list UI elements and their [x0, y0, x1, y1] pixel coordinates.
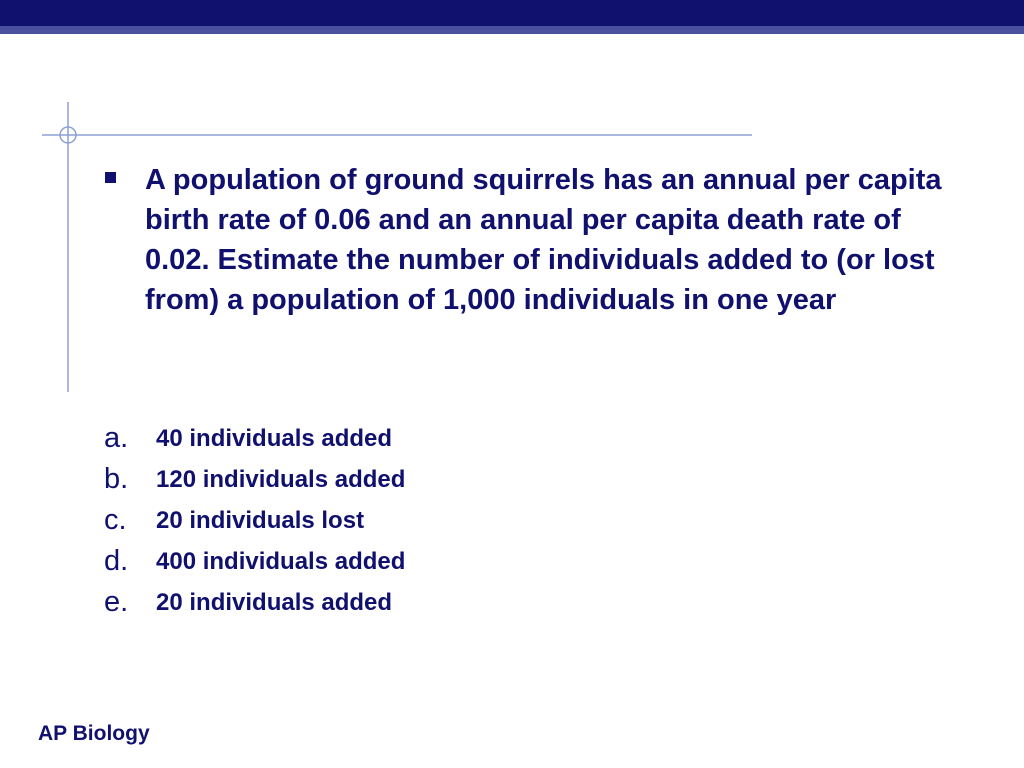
answer-list [104, 418, 405, 623]
answer-option-a [104, 418, 405, 459]
header-bar-light [0, 26, 1024, 34]
question-text: A population of ground squirrels has an annual per capita birth rate of 0.06 and an annual per capita death rate of 0.02. Estimate the number of individuals added to (or lost from) a population of 1,000 individuals in one year [145, 164, 942, 316]
answer-option-d [104, 541, 405, 582]
answer-text: 20 individuals lost [156, 506, 365, 534]
answer-letter: d. [104, 545, 129, 577]
answer-letter: e. [104, 586, 129, 618]
header-bar-dark [0, 0, 1024, 26]
answer-option-e [104, 582, 405, 623]
question-block [105, 160, 955, 320]
answer-letter: b. [104, 463, 129, 495]
answer-text: 120 individuals added [156, 465, 406, 493]
answer-letter: c. [104, 504, 127, 536]
answer-option-c [104, 500, 405, 541]
answer-text: 400 individuals added [156, 547, 406, 575]
answer-text: 20 individuals added [156, 588, 393, 616]
footer-label: AP Biology [38, 722, 150, 745]
answer-text: 40 individuals added [156, 424, 393, 452]
answer-letter: a. [104, 422, 129, 454]
square-bullet-icon [105, 172, 116, 183]
answer-option-b [104, 459, 405, 500]
